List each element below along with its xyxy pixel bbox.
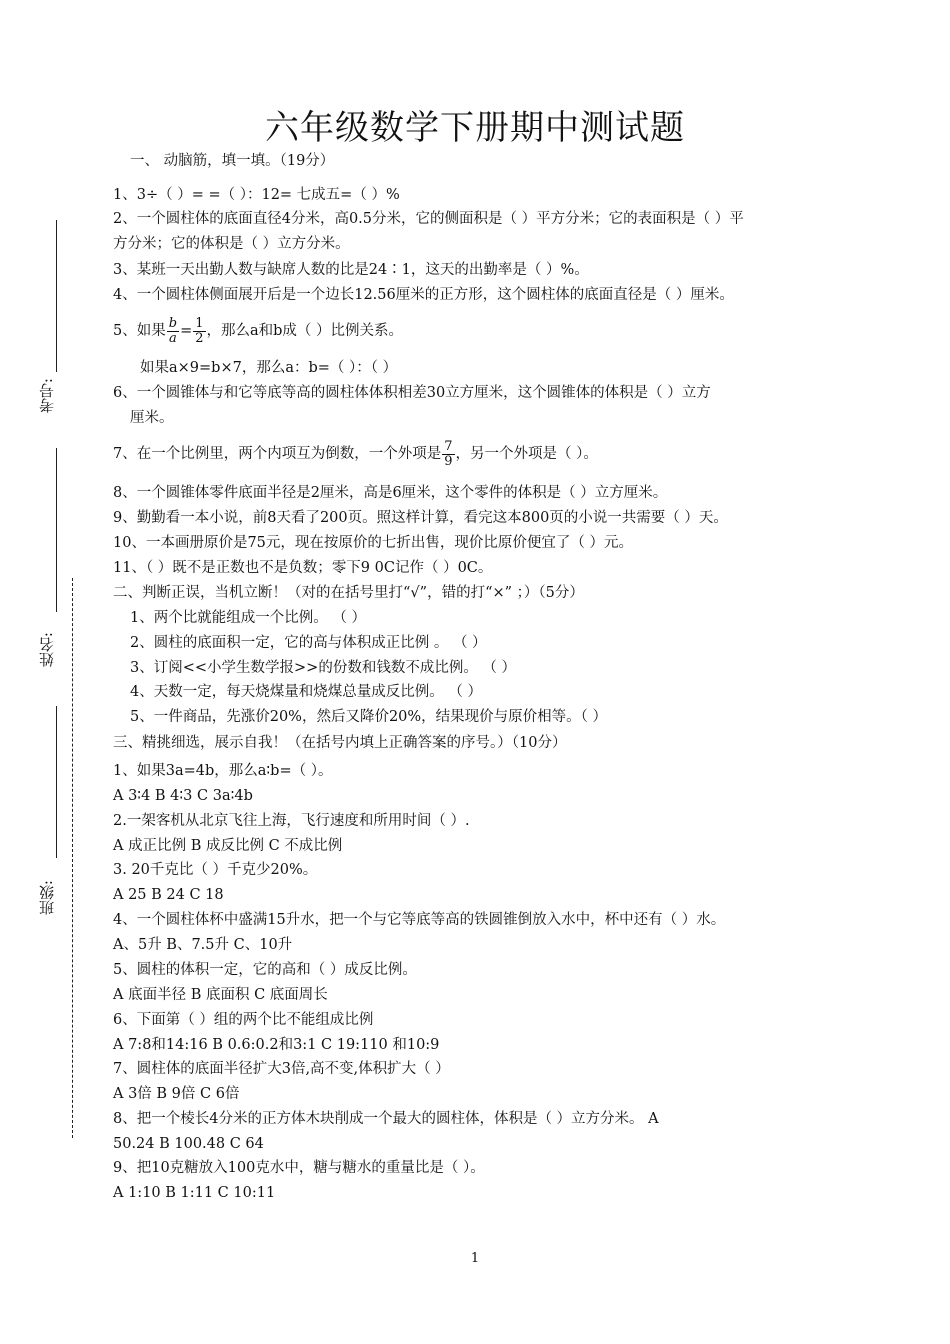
frac-numerator: 7	[444, 438, 453, 454]
choice-line: A 1:10 B 1:11 C 10:11	[113, 1185, 276, 1201]
binding-line-mid1	[56, 448, 57, 612]
question-4: 4、一个圆柱体侧面展开后是一个边长12.56厘米的正方形，这个圆柱体的底面直径是（ ）厘米。	[113, 287, 734, 303]
choice-line: 1、如果3a=4b，那么a∶b=（ ）。	[113, 763, 333, 779]
frac-denominator: a	[169, 330, 177, 346]
question-5	[113, 314, 403, 348]
page-title: 六年级数学下册期中测试题	[265, 108, 685, 148]
q5-suffix: ，那么a和b成（ ）比例关系。	[206, 323, 404, 339]
question-7	[113, 437, 598, 471]
question-6-line2: 厘米。	[130, 410, 174, 426]
choice-line: 6、下面第（ ）组的两个比不能组成比例	[113, 1012, 374, 1028]
section2-heading: 二、判断正误，当机立断！（对的在括号里打“√”，错的打“×” ；）（5分）	[113, 585, 584, 601]
choice-line: 5、圆柱的体积一定，它的高和（ ）成反比例。	[113, 962, 417, 978]
exam-no-label: 考号:	[38, 378, 56, 414]
choice-line: 2.一架客机从北京飞往上海，飞行速度和所用时间（ ）.	[113, 813, 470, 829]
frac-denominator: 9	[444, 453, 453, 469]
question-1: 1、3÷（ ）= =（ ）：12= 七成五=（ ）%	[113, 187, 400, 203]
q5-prefix: 5、如果	[113, 323, 166, 339]
fraction-seven-ninths	[442, 440, 454, 469]
fraction-b-over-a	[167, 317, 179, 346]
choice-line: A 3倍 B 9倍 C 6倍	[113, 1086, 240, 1102]
question-11: 11、（ ）既不是正数也不是负数；零下9 0C记作（ ）0C。	[113, 560, 493, 576]
binding-dashed-line	[72, 578, 73, 1138]
page-number: 1	[470, 1251, 480, 1266]
choice-line: A 底面半径 B 底面积 C 底面周长	[113, 987, 328, 1003]
binding-line-top	[56, 220, 57, 372]
q7-prefix: 7、在一个比例里，两个内项互为倒数，一个外项是	[113, 446, 442, 462]
choice-line: A 25 B 24 C 18	[113, 887, 224, 903]
judge-item: 2、圆柱的底面积一定，它的高与体积成正比例 。 （ ）	[130, 635, 487, 651]
choice-line: 4、一个圆柱体杯中盛满15升水，把一个与它等底等高的铁圆锥倒放入水中，杯中还有（ ）水。	[113, 912, 726, 928]
choice-line: A 7:8和14:16 B 0.6:0.2和3:1 C 19:110 和10:9	[113, 1037, 440, 1053]
question-6-line1: 6、一个圆锥体与和它等底等高的圆柱体体积相差30立方厘米，这个圆锥体的体积是（ ）立方	[113, 385, 711, 401]
question-5b: 如果a×9=b×7，那么a：b=（ ）：（ ）	[140, 360, 398, 376]
frac-denominator: 2	[195, 330, 204, 346]
q7-suffix: ，另一个外项是（ ）。	[455, 446, 598, 462]
choice-line: 9、把10克糖放入100克水中，糖与糖水的重量比是（ ）。	[113, 1160, 485, 1176]
question-2-line1: 2、一个圆柱体的底面直径4分米，高0.5分米，它的侧面积是（ ）平方分米；它的表面积是（ ）平	[113, 211, 744, 227]
fraction-one-half	[193, 317, 205, 346]
q5-equals: =	[180, 323, 193, 339]
choice-line: 8、把一个棱长4分米的正方体木块削成一个最大的圆柱体，体积是（ ）立方分米。 A	[113, 1111, 659, 1127]
judge-item: 3、订阅<<小学生数学报>>的份数和钱数不成比例。 （ ）	[130, 660, 517, 676]
section3-heading: 三、精挑细选，展示自我！（在括号内填上正确答案的序号。）（10分）	[113, 735, 567, 751]
binding-line-mid2	[56, 706, 57, 858]
choice-line: A 成正比例 B 成反比例 C 不成比例	[113, 838, 343, 854]
question-9: 9、勤勤看一本小说，前8天看了200页。照这样计算，看完这本800页的小说一共需要（ ）天。	[113, 510, 728, 526]
section1-heading: 一、 动脑筋，填一填。（19分）	[130, 153, 335, 169]
question-2-line2: 方分米；它的体积是（ ）立方分米。	[113, 236, 350, 252]
choice-line: A 3∶4 B 4∶3 C 3a∶4b	[113, 788, 253, 804]
judge-item: 5、一件商品，先涨价20%，然后又降价20%，结果现价与原价相等。（ ）	[130, 709, 608, 725]
question-8: 8、一个圆锥体零件底面半径是2厘米，高是6厘米，这个零件的体积是（ ）立方厘米。	[113, 485, 668, 501]
frac-numerator: 1	[195, 315, 204, 331]
judge-item: 1、两个比就能组成一个比例。 （ ）	[130, 610, 366, 626]
choice-line: 7、圆柱体的底面半径扩大3倍,高不变,体积扩大（ ）	[113, 1061, 450, 1077]
name-label: 姓名:	[38, 632, 56, 668]
choice-line: 3. 20千克比（ ）千克少20%。	[113, 862, 318, 878]
choice-line: 50.24 B 100.48 C 64	[113, 1136, 264, 1152]
class-label: 班级:	[38, 880, 56, 916]
judge-item: 4、天数一定，每天烧煤量和烧煤总量成反比例。 （ ）	[130, 684, 482, 700]
frac-numerator: b	[168, 315, 178, 331]
question-10: 10、一本画册原价是75元，现在按原价的七折出售，现价比原价便宜了（ ）元。	[113, 535, 634, 551]
question-3: 3、某班一天出勤人数与缺席人数的比是24∶1，这天的出勤率是（ ）%。	[113, 262, 589, 278]
choice-line: A、5升 B、7.5升 C、10升	[113, 937, 293, 953]
